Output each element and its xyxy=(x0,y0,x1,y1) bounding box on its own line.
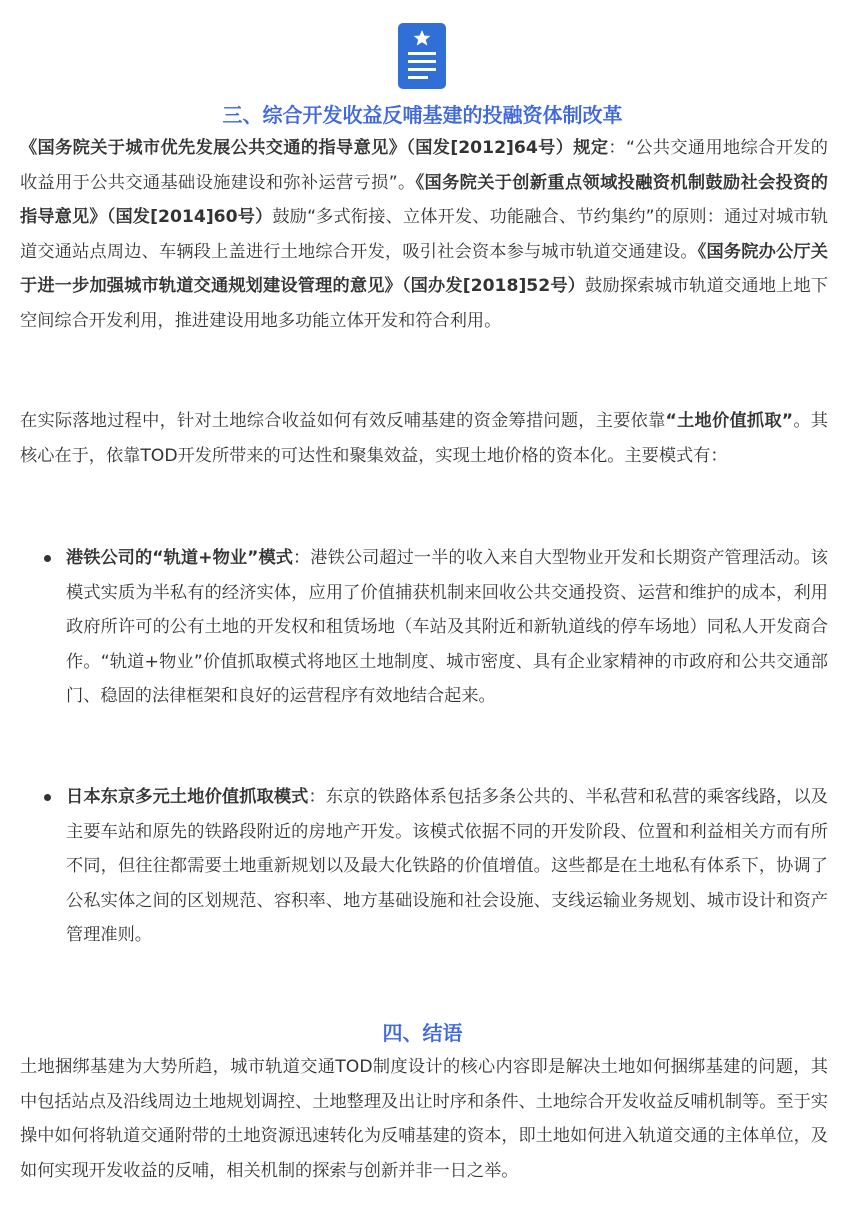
mtr-model-title: 港铁公司的“轨道+物业”模式 xyxy=(66,548,294,568)
section-4-title: 四、结语 xyxy=(382,1021,463,1045)
policy-text-2018: 鼓励探索城市轨道交通地上地下空间综合开发利用，推进建设用地多功能立体开发和符合利用。 xyxy=(20,276,828,331)
section-3-title: 三、综合开发收益反哺基建的投融资体制改革 xyxy=(222,103,623,127)
land-value-text-2: 。其核心在于，依靠TOD开发所带来的可达性和聚集效益，实现土地价格的资本化。主要模式有： xyxy=(20,411,828,466)
policy-paragraph xyxy=(20,131,828,339)
bullet-dot-icon xyxy=(44,794,51,801)
land-value-highlight: “土地价值抓取” xyxy=(665,411,794,431)
list-item-tokyo-model xyxy=(20,780,828,953)
land-value-paragraph xyxy=(20,404,828,473)
mtr-model-text: ：港铁公司超过一半的收入来自大型物业开发和长期资产管理活动。该模式实质为半私有的经济实体，应用了价值捕获机制来回收公共交通投资、运营和维护的成本，利用政府所许可的公有土地的开发权和租赁场地（车站及其附近和新轨道线的停车场地）同私人开发商合作。“轨道+物业”价值抓取模式将地区土地制度、城市密度、具有企业家精神的市政府和公共交通部门、稳固的法律框架和良好的运营程序有效地结合起来。 xyxy=(66,548,828,707)
policy-citation-2014: 《国务院关于创新重点领域投融资机制鼓励社会投资的指导意见》（国发[2014]60号） xyxy=(20,172,828,228)
land-value-text-1: 在实际落地过程中，针对土地综合收益如何有效反哺基建的资金筹措问题，主要依靠 xyxy=(20,411,666,431)
policy-text-2012: ：“公共交通用地综合开发的收益用于公共交通基础设施建设和弥补运营亏损”。 xyxy=(20,138,828,193)
bullet-dot-icon xyxy=(44,555,51,562)
model-list xyxy=(20,541,828,714)
tokyo-model-text: ：东京的铁路体系包括多条公共的、半私营和私营的乘客线路，以及主要车站和原先的铁路段附近的房地产开发。该模式依据不同的开发阶段、位置和利益相关方而有所不同，但往往都需要土地重新规划以及最大化铁路的价值增值。这些都是在土地私有体系下，协调了公私实体之间的区划规范、容积率、地方基础设施和社会设施、支线运输业务规划、城市设计和资产管理准则。 xyxy=(66,787,828,946)
tokyo-model-title: 日本东京多元土地价值抓取模式 xyxy=(66,787,309,807)
document-star-icon xyxy=(398,23,446,89)
policy-citation-2018: 《国务院办公厅关于进一步加强城市轨道交通规划建设管理的意见》（国办发[2018]52号） xyxy=(20,241,828,297)
model-list-2 xyxy=(20,780,828,953)
conclusion-paragraph: 土地捆绑基建为大势所趋，城市轨道交通TOD制度设计的核心内容即是解决土地如何捆绑基建的问题，其中包括站点及沿线周边土地规划调控、土地整理及出让时序和条件、土地综合开发收益反哺机制等。至于实操中如何将轨道交通附带的土地资源迅速转化为反哺基建的资本，即土地如何进入轨道交通的主体单位，及如何实现开发收益的反哺，相关机制的探索与创新并非一日之举。 xyxy=(20,1057,828,1181)
list-item-mtr-model xyxy=(20,541,828,714)
policy-citation-2012: 《国务院关于城市优先发展公共交通的指导意见》（国发[2012]64号）规定 xyxy=(20,138,609,158)
policy-text-2014: 鼓励“多式衔接、立体开发、功能融合、节约集约”的原则：通过对城市轨道交通站点周边、车辆段上盖进行土地综合开发，吸引社会资本参与城市轨道交通建设。 xyxy=(20,207,828,262)
